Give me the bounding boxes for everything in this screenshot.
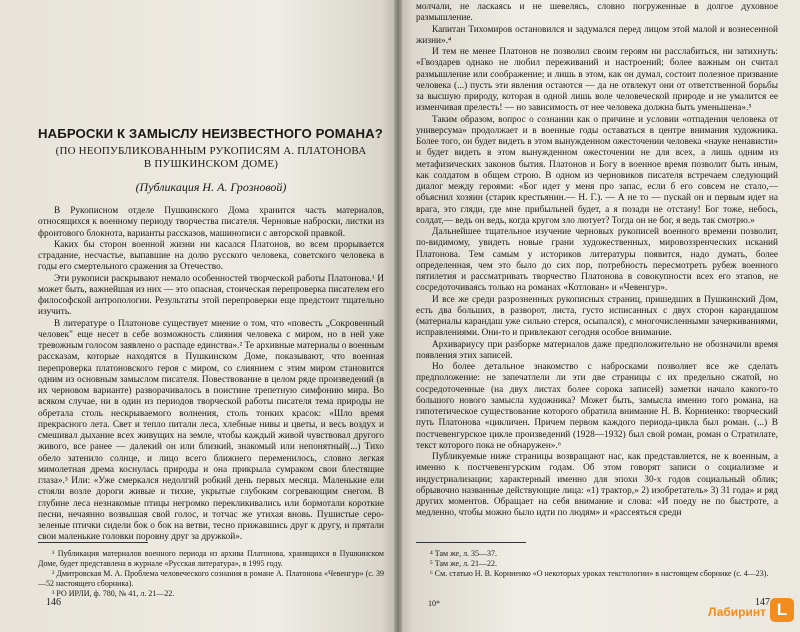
watermark-logo-icon: L: [770, 598, 794, 622]
left-paragraph: В Рукописном отделе Пушкинского Дома хранится часть материалов, относящихся к военному периоду творчества писателя. Черновые наброски, листки из фронтового блокнота, варианты рассказов, машинописи с авторской правкой.: [38, 206, 384, 239]
right-paragraph: И все же среди разрозненных рукописных страниц, пришедших в Пушкинский Дом, есть два больших, в разворот, листа, густо исписанных с двух сторон карандашом (материалы карандаш уже сильно стерся, осыпался), с многочисленными зачеркиваниями, исправлениями. Они-то и привлекают сегодня особое внимание.: [416, 294, 778, 339]
right-paragraph: Но более детальное знакомство с набросками позволяет все же сделать предположение: не запечатлели ли эти две страницы с их предельно сжатой, но сосредоточенные (на двух листах более сорока записей) заметки начало какого-то большого нового замысла художника? Может быть, замысла именно того романа, на гипотетическое существование которого обратила внимание Н. В. Корниенко: творческий путь Платонова «цикличен. Причем первом каждого периода-цикла был роман. (...) В постчевенгурское цикле произведений (1928—1932) был свой роман, роман о Стратилате, текст которого пока не обнаружен».⁶: [416, 362, 778, 451]
right-page: [398, 0, 800, 632]
left-page: [0, 0, 398, 632]
page-number-left: 146: [46, 597, 61, 608]
right-paragraph: молчали, не ласкаясь и не шевелясь, словно погруженные в долгое духовное размышление.: [416, 2, 778, 24]
article-subtitle-line-1: (ПО НЕОПУБЛИКОВАННЫМ РУКОПИСЯМ А. ПЛАТОНОВА: [55, 145, 367, 157]
right-paragraph: Капитан Тихомиров остановился и задумался перед лицом этой малой и вознесенной жизни».⁴: [416, 24, 778, 46]
page-number-right: 147: [755, 597, 770, 608]
article-byline: (Публикация Н. А. Грозновой): [135, 180, 287, 194]
signature-mark: 10*: [428, 599, 440, 608]
right-footnote: ⁴ Там же, л. 35—37.: [430, 548, 498, 558]
right-footnotes: [416, 542, 778, 579]
left-footnote: ² Дмитровская М. А. Проблема человеческого сознания в романе А. Платонова «Чевенгур» (с. 39—52 настоящего сборника).: [38, 568, 384, 588]
footnote-divider: [416, 542, 526, 543]
right-paragraph: Публикуемые ниже страницы возвращают нас, как представляется, не к военным, а именно к постчевенгурским годам. Об этом говорят записи о социализме и индустриализации; характерный именно для эпохи 30-х годов социальный облик; обрывочно названные действующие лица: «1) трактор,» 2) изобретатель» 3) 31 года» и ряд других моментов. Обращает на себя внимание и слова: «И поеду не по быстроте, а медленно, чтобы можно было идти по людям» и «рассеяться среди: [416, 452, 778, 519]
book-gutter: [394, 0, 402, 632]
watermark-word: Лабиринт: [707, 605, 766, 619]
right-paragraph: Архивариусу при разборке материалов даже предположительно не обозначили время появления этих записей.: [416, 339, 778, 361]
left-paragraph: Эти рукописи раскрывают немало особенностей творческой работы Платонова.¹ И может быть, важнейшая из них — это опасная, стоическая перепроверка писателем его философской антропологии. Результаты этой перепроверки еще предстоит тщательно изучить.: [38, 273, 384, 318]
left-footnote: ¹ Публикация материалов военного периода из архива Платонова, хранящихся в Пушкинском Доме, будет представлена в журнале «Русская литература», в 1995 году.: [38, 548, 384, 568]
article-title: НАБРОСКИ К ЗАМЫСЛУ НЕИЗВЕСТНОГО РОМАНА?: [38, 126, 383, 141]
left-footnote: ³ РО ИРЛИ, ф. 780, № 41, л. 21—22.: [52, 588, 175, 598]
right-footnote: ⁵ Там же, л. 21—22.: [430, 558, 498, 568]
left-paragraph: Каких бы сторон военной жизни ни касался Платонов, во всем прорывается страдание, несчастье, выпавшие на долю русского человека, советского человека в годы его смертельного сражения за Отечество.: [38, 239, 384, 273]
right-paragraph: Дальнейшее тщательное изучение черновых рукописей военного времени позволит, по-видимому, увидеть новые грани художественных, мировоззренческих исканий Платонова. Тем самым у историков литературы появится, надо думать, более определенная, чем это было до сих пор, потребность пересмотреть рубеж военного пятилетия и рассматривать творчество Платонова в совокупности всех его этапов, не сосредоточиваясь только на романах «Котлован» и «Чевенгур».: [416, 227, 778, 294]
left-paragraph: В литературе о Платонове существует мнение о том, что «повесть „Сокровенный человек" еще несет в себе возможность слияния человека с миром, но в ней уже тревожным голосом заявлено о распаде единства».² Те архивные материалы о военным рассказам, которые находятся в Пушкинском Доме, показывают, что военная перепроверка платоновского героя с миром, со слиянием с этим миром становится одним из основным замыслом писателя. Повествование в целом ряде произведений (в их черновом варианте) разворачивалось в поистине трепетную симфонию мира. Во всяком случае, ни в один из периодов творческой работы писателя тема природы не обретала столь нескрываемого волнения, столь тонких красок: «Шло время прекрасного лета. Свет и тепло питали леса, хлебные нивы и цветы, и весь воздух и смешивал дыхание всех живущих на земле, чтобы каждый живой чувствовал другого живого, все ранее — далекий он или близкий, знакомый или непонятный(...) Тихо обело затенило солнце, и лицо всего ближнего переменилось, словно легкая мимолетная дрема коснулась природы и она прикрыла сумраком свои блестящие глаза».³ Или: «Уже смеркался недолгий робкий день первых месяца. Маленькие ели стояли возле дороги живые и тихие, укрытые глубоким согревающим снегом. В глубине леса незнакомые птицы негромко перекликивались или бормотали короткие песни, нечаянно возвышая свой голос, и тотчас же утихая вновь. Пушистые серо-зеленые птички сидели бок о бок на ветви, тесно прижавшись друг к другу, и прятали свои маленькие головки поровну друг за дружкой».: [38, 318, 384, 543]
right-text-body: [416, 2, 778, 520]
article-subtitle-line-2: В ПУШКИНСКОМ ДОМЕ): [143, 158, 279, 170]
right-footnote: ⁶ См. статью Н. В. Корниенко «О некоторых уроках текстологии» в настоящем сборнике (с. 4—23).: [430, 568, 769, 578]
right-paragraph: Таким образом, вопрос о сознании как о причине и условии «отпадения человека от универсума» продолжает и в военные годы оставаться в центре внимания художника. Более того, он будет видеть в этом вынужденном ожесточении человека «науке ненависти» и будет видеть в этом вынужденном ожесточении не для всех, а лишь одним из метафизических законов бытия. Платонов и Богу в военное время позволит быть иным, как солдатом в общем строю. В одном из черновиков писателя встречаем следующий диалог между героями: «Бог идет у меня про запас, если б его совсем не стало,— объяснил хозяин (старик крестьянин.— Н. Г.). — А не то — пускай он и первым идет на врага, это гляди, где мне прибыльней будет, а я позади не отстану! Бог тоже, небось, солдат,— ведь он ведь, когда кругом зло лютует? Тогда он не бог, я ведь так смотрю.»: [416, 114, 778, 226]
right-paragraph: И тем не менее Платонов не позволил своим героям ни расслабиться, ни затихнуть: «Гвоздарев однако не любил переживаний и настроений; более важным он считал размышление или соображение; и лишь в этом, как он думал, состоит полезное призвание человека (...) пусть эти явления остаются — да не отвлекут они от ответственной борьбы за высшую природу, которая в одной лишь воле человеческой природе и не умалится ее изменчивая прелесть! — но зависимость от нее человека должна быть уменьшена».⁵: [416, 47, 778, 114]
